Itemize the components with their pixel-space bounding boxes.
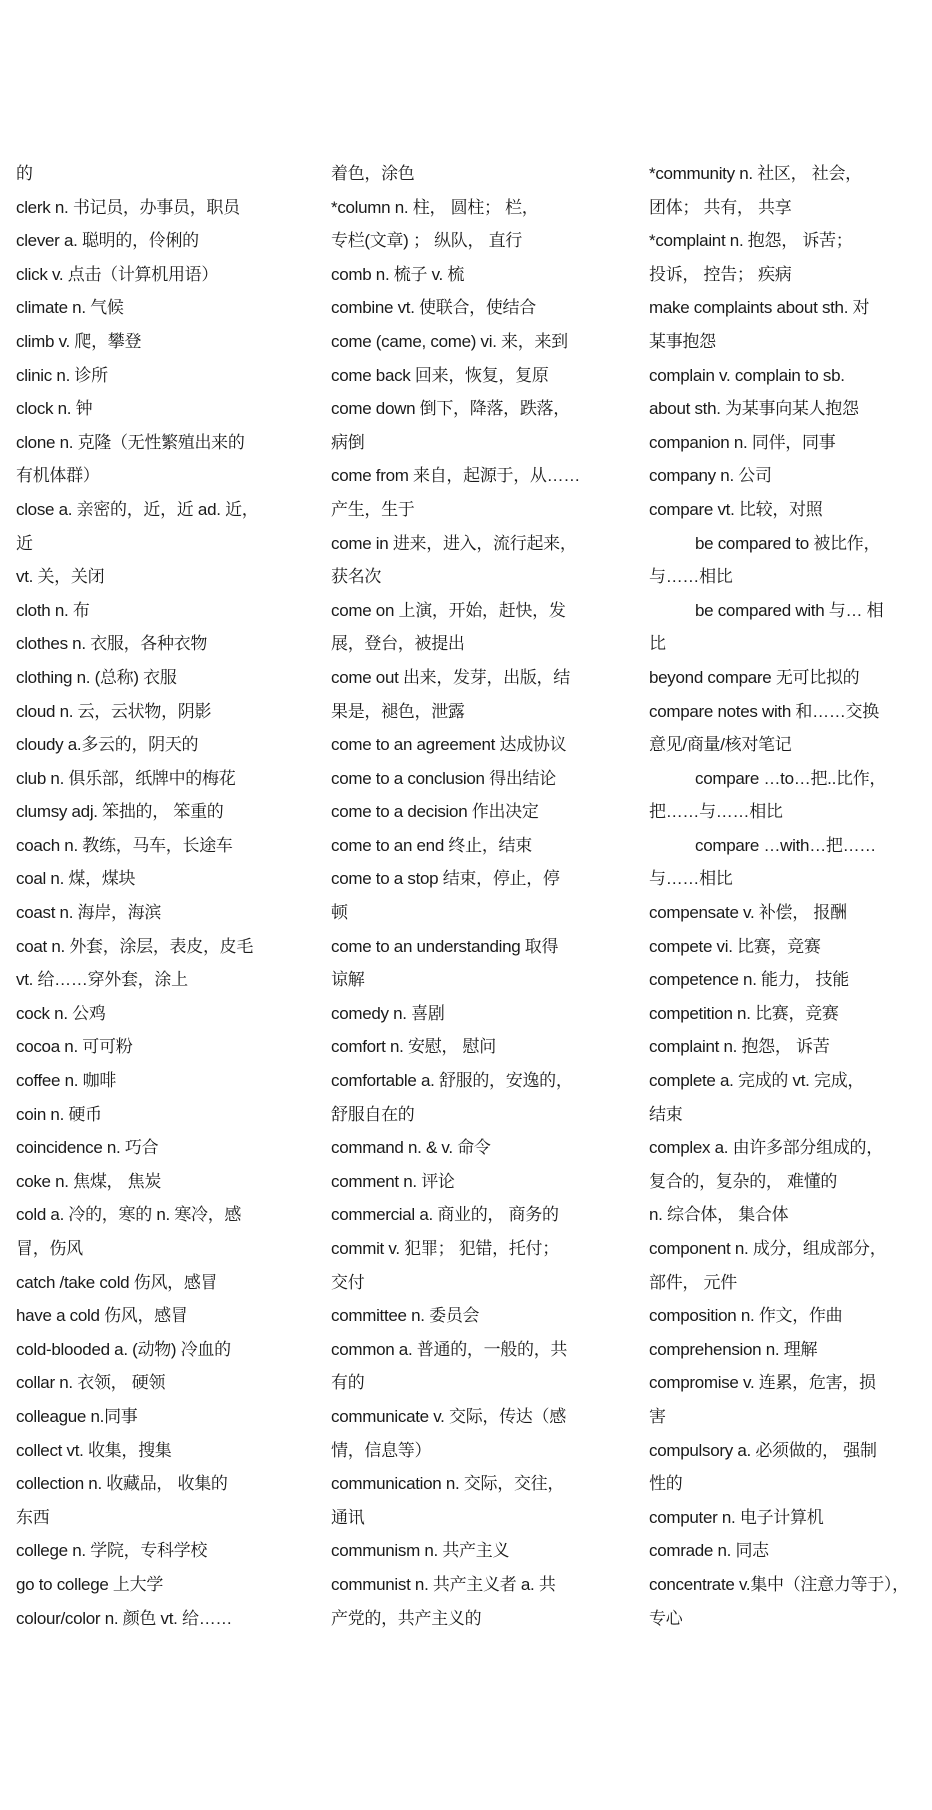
vocabulary-line: cloth n. 布 — [16, 600, 90, 620]
vocabulary-line: companion n. 同伴，同事 — [649, 432, 836, 452]
vocabulary-line: communication n. 交际，交往， — [331, 1474, 565, 1494]
vocabulary-line: comedy n. 喜剧 — [331, 1003, 445, 1023]
vocabulary-line: collar n. 衣领， 硬领 — [16, 1373, 166, 1393]
vocabulary-line: 产党的，共产主义的 — [331, 1608, 482, 1628]
vocabulary-line: 复合的，复杂的， 难懂的 — [649, 1171, 838, 1191]
vocabulary-line: 果是，褪色，泄露 — [331, 701, 465, 721]
vocabulary-line: compensate v. 补偿， 报酬 — [649, 903, 847, 923]
vocabulary-line: make complaints about sth. 对 — [649, 298, 870, 318]
vocabulary-line: be compared to 被比作， — [695, 533, 881, 553]
vocabulary-line: 病倒 — [331, 432, 365, 452]
vocabulary-line: clumsy adj. 笨拙的， 笨重的 — [16, 802, 224, 822]
vocabulary-line: 舒服自在的 — [331, 1104, 415, 1124]
vocabulary-line: *complaint n. 抱怨， 诉苦； — [649, 231, 853, 251]
vocabulary-line: 与……相比 — [649, 567, 733, 587]
vocabulary-line: clothes n. 衣服，各种衣物 — [16, 634, 208, 654]
vocabulary-line: colour/color n. 颜色 vt. 给…… — [16, 1608, 233, 1628]
vocabulary-line: compromise v. 连累，危害，损 — [649, 1373, 876, 1393]
vocabulary-line: 某事抱怨 — [649, 331, 716, 351]
vocabulary-line: coat n. 外套，涂层，表皮，皮毛 — [16, 936, 254, 956]
vocabulary-line: 顿 — [331, 903, 348, 923]
vocabulary-line: come to an understanding 取得 — [331, 936, 559, 956]
vocabulary-line: common a. 普通的，一般的，共 — [331, 1339, 568, 1359]
vocabulary-line: 专栏(文章) ； 纵队， 直行 — [331, 231, 522, 251]
vocabulary-line: come to an end 终止，结束 — [331, 835, 532, 855]
vocabulary-line: vt. 给……穿外套，涂上 — [16, 970, 188, 990]
column-right — [649, 157, 921, 1635]
vocabulary-line: come to a conclusion 得出结论 — [331, 768, 556, 788]
vocabulary-line: catch /take cold 伤风，感冒 — [16, 1272, 218, 1292]
vocabulary-line: 专心 — [649, 1608, 683, 1628]
vocabulary-line: 东西 — [16, 1507, 50, 1527]
vocabulary-line: 交付 — [331, 1272, 365, 1292]
vocabulary-line: composition n. 作文，作曲 — [649, 1306, 843, 1326]
vocabulary-line: come on 上演，开始，赶快，发 — [331, 600, 566, 620]
column-middle — [331, 157, 631, 1635]
vocabulary-line: *community n. 社区， 社会， — [649, 164, 862, 183]
vocabulary-line: comrade n. 同志 — [649, 1541, 769, 1561]
vocabulary-line: clerk n. 书记员，办事员，职员 — [16, 197, 240, 217]
vocabulary-line: go to college 上大学 — [16, 1574, 164, 1594]
vocabulary-line: cock n. 公鸡 — [16, 1003, 106, 1023]
vocabulary-line: comfort n. 安慰， 慰问 — [331, 1037, 496, 1057]
vocabulary-line: come (came, come) vi. 来，来到 — [331, 331, 568, 351]
vocabulary-line: 谅解 — [331, 970, 365, 990]
vocabulary-line: computer n. 电子计算机 — [649, 1507, 824, 1527]
vocabulary-line: have a cold 伤风，感冒 — [16, 1306, 188, 1326]
vocabulary-line: beyond compare 无可比拟的 — [649, 667, 860, 687]
vocabulary-line: complain v. complain to sb. — [649, 365, 845, 385]
vocabulary-line: 与……相比 — [649, 869, 733, 889]
vocabulary-line: cloudy a.多云的，阴天的 — [16, 735, 199, 755]
vocabulary-line: complete a. 完成的 vt. 完成， — [649, 1071, 865, 1091]
vocabulary-line: club n. 俱乐部，纸牌中的梅花 — [16, 768, 236, 788]
vocabulary-line: 性的 — [649, 1474, 683, 1494]
vocabulary-line: 有的 — [331, 1373, 365, 1393]
vocabulary-line: come to a stop 结束，停止，停 — [331, 869, 560, 889]
vocabulary-line: competence n. 能力， 技能 — [649, 970, 849, 990]
vocabulary-line: communism n. 共产主义 — [331, 1541, 510, 1561]
vocabulary-line: command n. & v. 命令 — [331, 1138, 491, 1158]
vocabulary-line: be compared with 与… 相 — [695, 600, 884, 620]
vocabulary-line: commit v. 犯罪； 犯错，托付； — [331, 1239, 559, 1258]
vocabulary-line: clone n. 克隆（无性繁殖出来的 — [16, 432, 245, 452]
vocabulary-line: 通讯 — [331, 1507, 365, 1527]
vocabulary-line: come back 回来，恢复，复原 — [331, 365, 549, 385]
vocabulary-line: comprehension n. 理解 — [649, 1339, 818, 1359]
vocabulary-line: come to a decision 作出决定 — [331, 802, 539, 822]
vocabulary-line: complaint n. 抱怨， 诉苦 — [649, 1037, 830, 1057]
vocabulary-line: 有机体群） — [16, 466, 100, 486]
vocabulary-line: coast n. 海岸，海滨 — [16, 903, 162, 923]
vocabulary-line: vt. 关，关闭 — [16, 567, 105, 587]
vocabulary-line: compare vt. 比较，对照 — [649, 499, 823, 519]
vocabulary-line: 冒，伤风 — [16, 1239, 83, 1258]
vocabulary-line: 的 — [16, 164, 33, 183]
vocabulary-line: 产生，生于 — [331, 499, 415, 519]
vocabulary-line: communicate v. 交际，传达（感 — [331, 1406, 566, 1426]
vocabulary-line: come in 进来，进入，流行起来， — [331, 533, 577, 553]
vocabulary-line: 结束 — [649, 1104, 683, 1124]
vocabulary-line: come to an agreement 达成协议 — [331, 735, 567, 755]
column-left — [16, 157, 316, 1635]
vocabulary-line: collection n. 收藏品， 收集的 — [16, 1474, 228, 1494]
vocabulary-line: compare …to…把..比作， — [695, 768, 887, 788]
vocabulary-line: colleague n.同事 — [16, 1406, 138, 1426]
vocabulary-line: cold a. 冷的，寒的 n. 寒冷，感 — [16, 1205, 242, 1225]
vocabulary-line: commercial a. 商业的， 商务的 — [331, 1205, 559, 1225]
vocabulary-line: 展，登台，被提出 — [331, 634, 465, 654]
vocabulary-line: clock n. 钟 — [16, 399, 93, 419]
vocabulary-line: 近 — [16, 533, 33, 553]
vocabulary-line: 获名次 — [331, 567, 382, 587]
vocabulary-line: clinic n. 诊所 — [16, 365, 108, 385]
vocabulary-line: complex a. 由许多部分组成的， — [649, 1138, 883, 1158]
vocabulary-line: 着色，涂色 — [331, 164, 415, 183]
vocabulary-line: come out 出来，发芽，出版，结 — [331, 667, 570, 687]
vocabulary-line: committee n. 委员会 — [331, 1306, 480, 1326]
vocabulary-line: climate n. 气候 — [16, 298, 124, 318]
vocabulary-line: comment n. 评论 — [331, 1171, 455, 1191]
vocabulary-line: coach n. 教练，马车，长途车 — [16, 835, 233, 855]
vocabulary-line: compulsory a. 必须做的， 强制 — [649, 1440, 877, 1460]
vocabulary-line: about sth. 为某事向某人抱怨 — [649, 399, 859, 419]
vocabulary-line: 害 — [649, 1406, 666, 1426]
vocabulary-line: come down 倒下，降落，跌落， — [331, 399, 570, 419]
vocabulary-line: compete vi. 比赛，竞赛 — [649, 936, 821, 956]
vocabulary-line: communist n. 共产主义者 a. 共 — [331, 1574, 556, 1594]
vocabulary-line: cold-blooded a. (动物) 冷血的 — [16, 1339, 231, 1359]
vocabulary-line: *column n. 柱， 圆柱； 栏， — [331, 197, 539, 217]
vocabulary-line: 比 — [649, 634, 666, 654]
vocabulary-line: 部件， 元件 — [649, 1272, 737, 1292]
vocabulary-line: comfortable a. 舒服的，安逸的， — [331, 1071, 573, 1091]
vocabulary-line: combine vt. 使联合，使结合 — [331, 298, 536, 318]
vocabulary-line: 投诉， 控告； 疾病 — [649, 264, 792, 284]
vocabulary-line: n. 综合体， 集合体 — [649, 1205, 789, 1225]
vocabulary-line: 情，信息等） — [331, 1440, 432, 1460]
vocabulary-line: click v. 点击（计算机用语） — [16, 264, 219, 284]
vocabulary-line: clever a. 聪明的，伶俐的 — [16, 231, 199, 251]
vocabulary-line: compare …with…把…… — [695, 835, 876, 855]
vocabulary-line: come from 来自，起源于，从…… — [331, 466, 581, 486]
vocabulary-line: collect vt. 收集，搜集 — [16, 1440, 172, 1460]
vocabulary-line: comb n. 梳子 v. 梳 — [331, 264, 465, 284]
vocabulary-line: company n. 公司 — [649, 466, 772, 486]
vocabulary-line: competition n. 比赛，竞赛 — [649, 1003, 839, 1023]
vocabulary-line: coin n. 硬币 — [16, 1104, 102, 1124]
vocabulary-line: close a. 亲密的，近，近 ad. 近， — [16, 499, 259, 519]
vocabulary-line: coffee n. 咖啡 — [16, 1071, 117, 1091]
vocabulary-line: climb v. 爬，攀登 — [16, 331, 142, 351]
vocabulary-line: cloud n. 云，云状物，阴影 — [16, 701, 212, 721]
vocabulary-line: 意见/商量/核对笔记 — [649, 735, 792, 755]
vocabulary-line: compare notes with 和……交换 — [649, 701, 879, 721]
vocabulary-line: coke n. 焦煤， 焦炭 — [16, 1171, 162, 1191]
vocabulary-line: coal n. 煤，煤块 — [16, 869, 136, 889]
vocabulary-line: cocoa n. 可可粉 — [16, 1037, 133, 1057]
vocabulary-line: 把……与……相比 — [649, 802, 783, 822]
vocabulary-line: concentrate v.集中（注意力等于）， — [649, 1574, 909, 1594]
vocabulary-line: component n. 成分，组成部分， — [649, 1239, 887, 1258]
vocabulary-line: coincidence n. 巧合 — [16, 1138, 159, 1158]
vocabulary-line: college n. 学院，专科学校 — [16, 1541, 208, 1561]
vocabulary-line: 团体； 共有， 共享 — [649, 197, 792, 217]
vocabulary-line: clothing n. (总称) 衣服 — [16, 667, 177, 687]
